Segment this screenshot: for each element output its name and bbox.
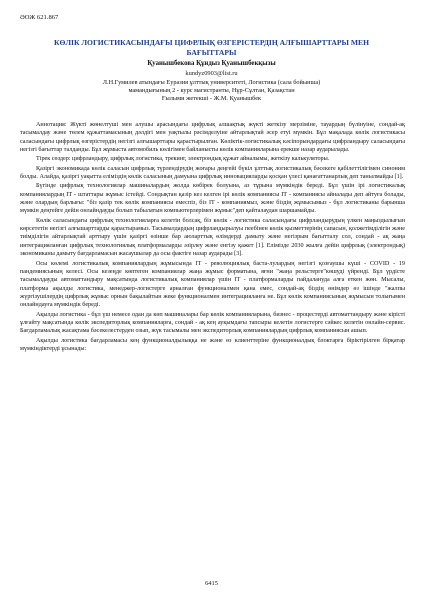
affiliation-line: мамандығының 2 - курс магистранты, Нұр-Сұлтан, Қазақстан [128,87,295,95]
affiliation-line: Л.Н.Гумилев атындағы Еуразия ұлттық университеті, Логистика (сала бойынша) [102,79,321,86]
affiliation-block [20,79,403,104]
author-name: Қуанышбекова Құндыз Қуанышбекқызы [147,60,276,67]
author-email[interactable]: kundyz0903@list.ru [185,70,238,77]
article-body [20,121,405,354]
body-paragraph: Ақылды логистика - бұл үш немесе одан да көп машиналары бар көлік компанияларына, бизнес - процестерді автоматтандыру және кірісті ұлғайту мақсатында көлік экспедиторлық компанияларға, сондай - ақ кең ауқымдағы тапсыры келетін логистерге сәйкес келетін онлайн-сервис. Бағдарламалық жасақтама бәсекелестерден озып, жүк тасымалы мен экспедиторлық компаниялардың цифрлық компаниясын ашып. [20,311,405,335]
abstract-paragraph: Аннотация: Жүкті жөнелтуші мен алушы арасындағы цифрлық алшақтық жүкті жеткізу мерзіміне, тауардың бүлінуіне, сондай-ақ тасымалдау және төлем құжаттамасының дәлдігі мен уақтылы рәсімделуіне айтарлықтай әсер етуі мүмкін. Бұл мақалада көлік логистикасы саласындағы цифрлық өзгерістердің негізгі алғышарттары қарастырылған. Көліктік-логистикалық кәсіпорындардағы цифрландыру саласындағы негізгі бағыттар талданды. Бұл жұмыста автомобиль көлігімен байланысты көлік компанияларына ерекше назар аударылады. [20,122,405,154]
keywords-paragraph: Тірек сөздер: цифрландыру, цифрлық логистика, трекинг, электрондық құжат айналымы, жеткізу калькуляторы. [36,156,330,163]
body-paragraph: Ақылды логистика бағдарламасы кең функционалдылыққа не және өз клиенттеріне функционалдық блоктарға біріктірілген бірқатар мүмкіндіктерді ұсынады: [20,337,405,352]
body-paragraph: Көлік саласындағы цифрлық технологияларға келетін болсақ, біз көлік - логистика саласындағы цифрландырудың үлкен маңыздылығын көрсететін негізгі алғышарттарды қарастырамыз. Тасымалдардың цифрландырылуы пеебінен көлік қызметтерінің сапасын, қолжетімділігін және тиімділігін айтарлықтай арттыру үшін қазіргі өзінше бар аюларттық өлімдерді дамыту және негізрым бағытталу сол, сондай - ақ жаңа интеграцияланған цифрлық технологиялық платформаларды әзірлеу және енгізу қажет [1]. Елімізде 2030 жылға дейін цифрлық (электрондық) экономиканы дамыту бағдарламасын жасаушылар да осы фактіге назар аударады [3]. [20,217,405,258]
page-number: 6415 [205,580,218,587]
body-paragraph: Қазіргі экономикада көлік саласын цифрлық түрлендірудің жоғары деңгейі бүкіл ұлттық логистикалық бәсекеге қабілеттілігімен синоним болды. Алайда, қазіргі уақытта еліміздің көлік саласының дамуына цифрлық инновацияларды қосқан үлесі қанағаттанарлық деп танылмайды [1]. [20,165,405,181]
body-paragraph: Осы көлемі логистикалық компаниялардың жұмысында IT - революциялық баста-лулардың негізгі қозғаушы күші - COVID - 19 пандемиясының келесі. Осы кезеңде көптеген компаниялар жаңа жұмыс форматына, яғни "жаңа рельстерге"көшуді үйренді. Бұл үрдісте тасымалдауды автоматтандыру мақсатында логистикалық компаниялар үшін IT - платформаларды пайдалануда алға еткен жөн. Мысалы, платформа ақылды логистика, менеджер-логистерге арналған функционалмен қана емес, сондай-ақ біздің өнімдер өз ішінде "жалпы жүргізушілердің цифрлық жұмыс орнын бақылайтын жеке функционалмен интеграцияланға не. Бұл көлік компаниясының жұмысын толығымен онлайндауға мүмкіндік береді. [20,260,405,309]
supervisor-line: Ғылыми жетекші - Ж.М. Қуанышбек [161,95,262,103]
article-title: КӨЛІК ЛОГИСТИКАСЫНДАҒЫ ЦИФРЛЫҚ ӨЗГЕРІСТЕРДІҢ АЛҒЫШАРТТАРЫ МЕН БАҒЫТТАРЫ [53,38,370,57]
body-paragraph: Бүгінде цифрлық технологиялар машиналардың жолда көбірек болуына, аз тұрына мүмкіндік береді. Бұл үшін ірі логистикалық компаниялардың IT - штаттары жұмыс істейді. Сондықтан қазір кез келген ірі көлік компаниясы IT - компаниясы айналады деп айтуға болады, және олардың барлығы: "біз қазір тек көлік компаниясы емеспіз, біз IT - компаниямыз, және біздің жұмысымыз - бұл логистиканы барынша мүмкін деңгейге дейін онлайндауды болып табылатын компьютерлерімен жұмыс"деп қайталаудан шаршамайды. [20,183,405,215]
udc-code: ӘОЖ 621.867 [20,14,59,21]
